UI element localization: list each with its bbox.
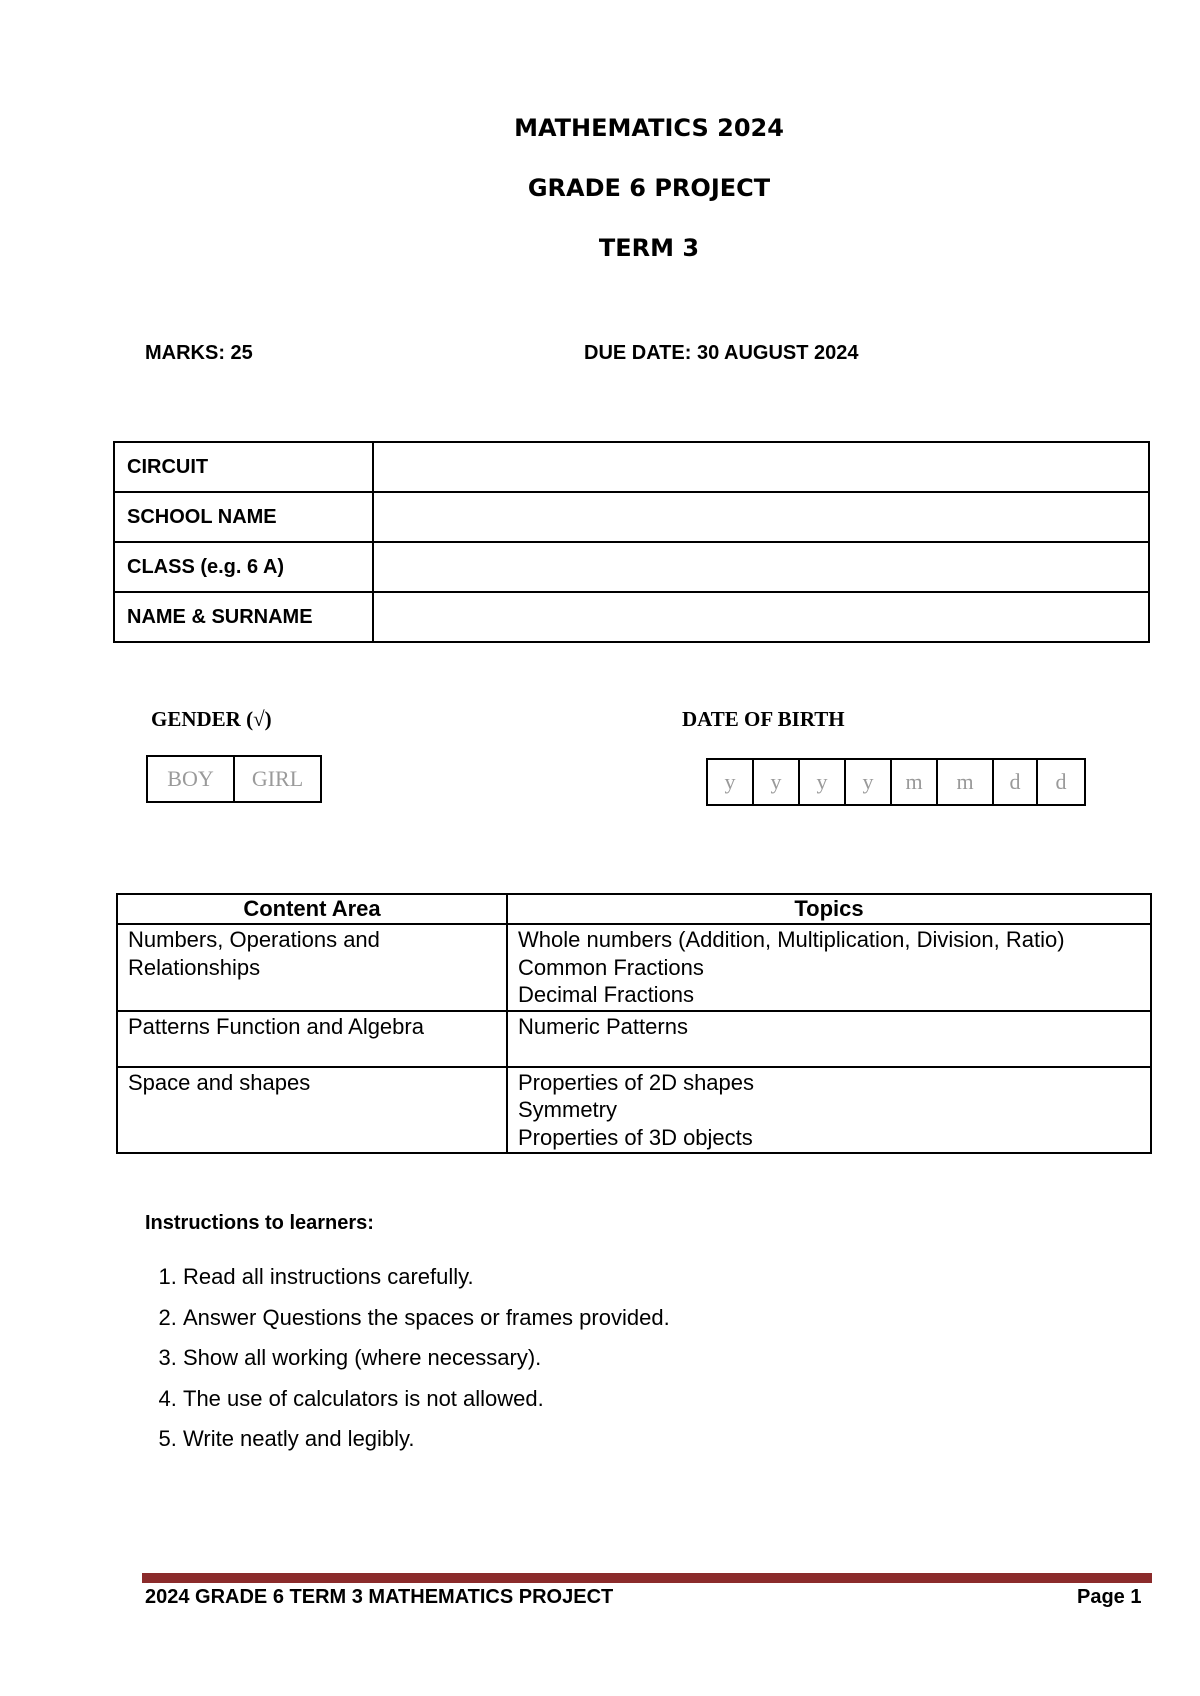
header-topics: Topics (507, 894, 1151, 924)
marks-label: MARKS: 25 (145, 342, 253, 364)
topic-item: Decimal Fractions (518, 982, 695, 1007)
info-value-field[interactable] (373, 442, 1149, 492)
dob-box[interactable]: d (994, 760, 1038, 804)
topic-item: Properties of 3D objects (518, 1124, 753, 1150)
footer-bar (142, 1573, 1152, 1583)
content-area-table (116, 893, 1152, 1154)
topics-cell (507, 1067, 1151, 1154)
gender-option-boy[interactable]: BOY (148, 757, 235, 801)
instruction-item: 5. Write neatly and legibly. (183, 1426, 1083, 1452)
info-value-field[interactable] (373, 492, 1149, 542)
topic-item: Common Fractions (518, 954, 704, 980)
info-label: NAME & SURNAME (114, 592, 373, 642)
header-content-area: Content Area (117, 894, 507, 924)
dob-boxes (706, 758, 1086, 806)
gender-label: GENDER (√) (151, 707, 272, 731)
gender-options (146, 755, 322, 803)
topics-cell (507, 924, 1151, 1011)
topic-item: Properties of 2D shapes (518, 1069, 755, 1095)
due-date-label: DUE DATE: 30 AUGUST 2024 (584, 342, 859, 364)
dob-box[interactable]: y (800, 760, 846, 804)
doc-term: TERM 3 (598, 234, 700, 262)
dob-label: DATE OF BIRTH (682, 707, 845, 731)
info-row (114, 442, 1149, 492)
content-area-cell: Numbers, Operations and Relationships (117, 924, 507, 1011)
topic-item: Numeric Patterns (518, 1013, 688, 1039)
dob-box[interactable]: m (892, 760, 938, 804)
page-number: Page 1 (1077, 1586, 1142, 1608)
info-row (114, 542, 1149, 592)
info-value-field[interactable] (373, 592, 1149, 642)
topics-cell (507, 1011, 1151, 1067)
content-row (117, 1011, 1151, 1067)
instructions-list (145, 1264, 1083, 1467)
topic-item: Symmetry (518, 1097, 617, 1122)
info-row (114, 592, 1149, 642)
info-label: SCHOOL NAME (114, 492, 373, 542)
learner-info-table (113, 441, 1150, 643)
instruction-item: 2. Answer Questions the spaces or frames provided. (183, 1305, 1083, 1331)
dob-box[interactable]: m (938, 760, 994, 804)
dob-box[interactable]: d (1055, 769, 1067, 794)
doc-title: MATHEMATICS 2024 (514, 114, 784, 142)
content-area-cell: Patterns Function and Algebra (117, 1011, 507, 1067)
dob-box[interactable]: y (754, 760, 800, 804)
info-label: CIRCUIT (114, 442, 373, 492)
content-row (117, 1067, 1151, 1154)
instructions-heading: Instructions to learners: (145, 1212, 374, 1234)
footer-title: 2024 GRADE 6 TERM 3 MATHEMATICS PROJECT (145, 1586, 614, 1608)
dob-box[interactable]: y (846, 760, 892, 804)
instruction-item: 3. Show all working (where necessary). (183, 1345, 1083, 1371)
gender-option-girl[interactable]: GIRL (251, 766, 304, 791)
info-label: CLASS (e.g. 6 A) (114, 542, 373, 592)
content-area-cell: Space and shapes (117, 1067, 507, 1154)
instruction-item: 4. The use of calculators is not allowed. (183, 1386, 1083, 1412)
info-value-field[interactable] (373, 542, 1149, 592)
info-row (114, 492, 1149, 542)
dob-box[interactable]: y (708, 760, 754, 804)
topic-item: Whole numbers (Addition, Multiplication, Division, Ratio) (518, 927, 1065, 952)
instruction-item: 1. Read all instructions carefully. (183, 1264, 1083, 1290)
content-row (117, 924, 1151, 1011)
doc-subtitle: GRADE 6 PROJECT (527, 174, 771, 202)
